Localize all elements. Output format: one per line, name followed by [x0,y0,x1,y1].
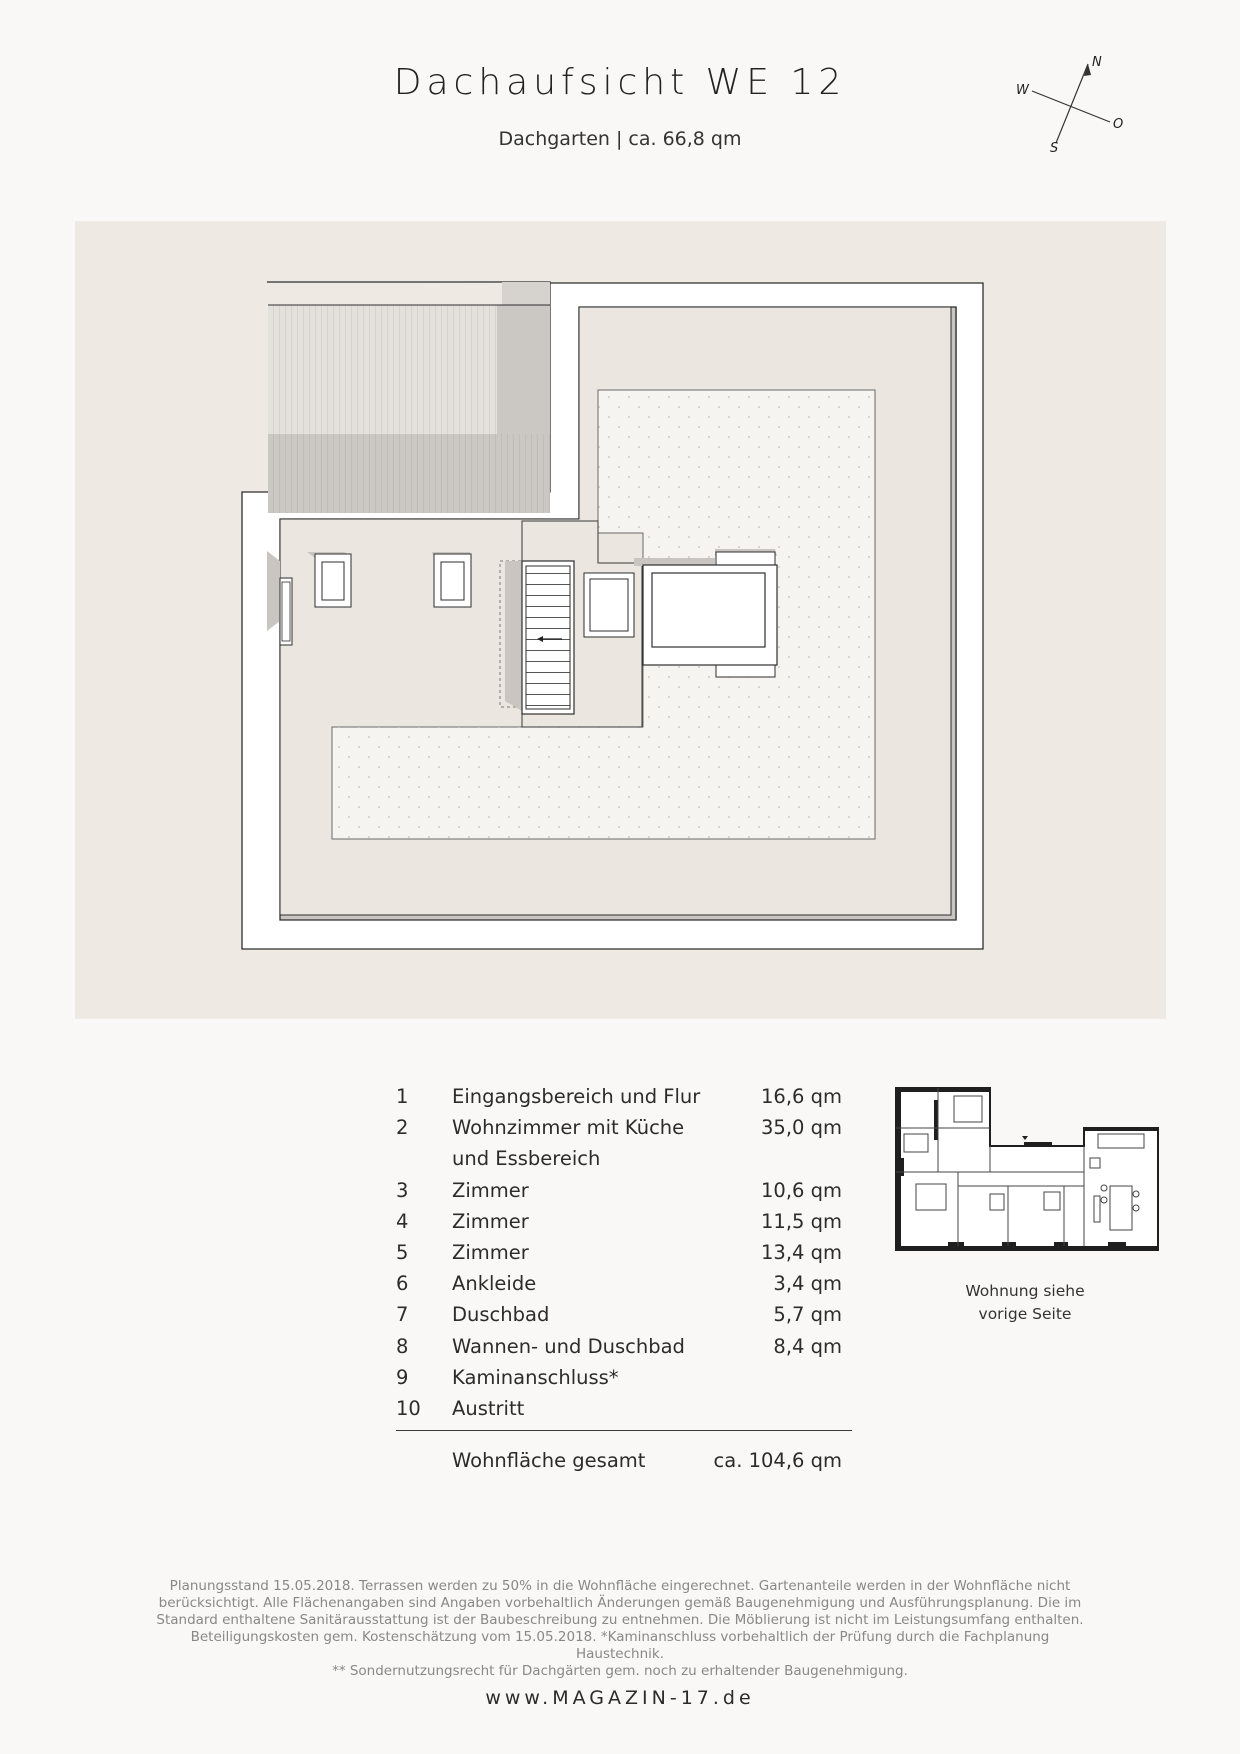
room-name: Austritt [452,1396,525,1420]
room-name: Zimmer [452,1178,529,1202]
room-name: Zimmer [452,1240,529,1264]
room-number: 3 [396,1178,409,1202]
room-name: Zimmer [452,1209,529,1233]
room-name: Ankleide [452,1272,537,1296]
skylight-center [584,573,634,637]
total-value: ca. 104,6 qm [713,1449,842,1472]
apartment-thumbnail [894,1086,1162,1252]
compass-icon [1012,48,1142,160]
footer-line: berücksichtigt. Alle Flächenangaben sind Angaben vorbehaltlich Änderungen gemäß Baugenehmigung und Ausführungsplanung. Die im [158,1595,1082,1611]
room-number: 5 [396,1240,409,1264]
room-number: 2 [396,1116,409,1140]
room-area: 10,6 qm [761,1178,842,1202]
roof-plan-panel [75,221,1166,1019]
terrace-light-area [268,305,497,434]
room-number: 8 [396,1334,409,1358]
total-row [396,1449,852,1480]
page-subtitle: Dachgarten | ca. 66,8 qm [498,128,742,150]
compass-label-w: W [1016,83,1029,98]
footer-line: ** Sondernutzungsrecht für Dachgärten gem. noch zu erhaltender Baugenehmigung. [332,1663,908,1679]
room-row [396,1210,852,1241]
footer-disclaimer [150,1578,1090,1680]
compass-label-s: S [1050,141,1059,156]
room-row [396,1147,852,1178]
room-name: Wohnzimmer mit Küche [452,1116,685,1140]
room-row [396,1241,852,1272]
footer-line: Standard enthaltene Sanitärausstattung ist der Baubeschreibung zu entnehmen. Die Möblierung ist nicht im Leistungsumfang enthalten. [156,1612,1084,1628]
compass-wo-line [1032,91,1110,122]
room-area: 13,4 qm [761,1240,842,1264]
footer-line: Beteiligungskosten gem. Kostenschätzung vom 15.05.2018. *Kaminanschluss vorbehaltlich der Prüfung durch die Fachplanung Haustechnik. [190,1629,1050,1662]
compass-ns-line [1056,64,1088,143]
terrace [268,282,550,513]
compass-label-o: O [1113,117,1124,132]
room-area: 5,7 qm [773,1303,842,1327]
room-name: Kaminanschluss* [452,1365,619,1389]
room-area: 11,5 qm [761,1209,842,1233]
page-title: Dachaufsicht WE 12 [393,62,847,103]
roof-plan-drawing [75,221,1166,1019]
room-name: und Essbereich [452,1147,601,1171]
skylight-left-2 [432,552,472,607]
room-number: 4 [396,1209,409,1233]
room-name: Wannen- und Duschbad [452,1334,685,1358]
footer-line: Planungsstand 15.05.2018. Terrassen werden zu 50% in die Wohnfläche eingerechnet. Gartenanteile werden in der Wohnfläche nicht [169,1578,1071,1594]
room-row [396,1272,852,1303]
room-area: 16,6 qm [761,1085,842,1108]
room-number: 1 [396,1085,409,1108]
thumbnail-caption-line: Wohnung siehe [965,1282,1085,1300]
compass-label-n: N [1092,55,1102,70]
room-name: Eingangsbereich und Flur [452,1085,701,1108]
room-row [396,1397,852,1428]
room-row [396,1335,852,1366]
room-row [396,1085,852,1116]
room-area: 8,4 qm [773,1334,842,1358]
room-name: Duschbad [452,1303,550,1327]
total-label: Wohnfläche gesamt [452,1449,646,1472]
room-number: 9 [396,1365,409,1389]
room-list [396,1085,852,1428]
room-number: 10 [396,1396,421,1420]
room-area: 3,4 qm [773,1272,842,1296]
room-row [396,1366,852,1397]
room-area: 35,0 qm [761,1116,842,1140]
website-link[interactable]: www.MAGAZIN-17.de [485,1687,755,1709]
room-row [396,1303,852,1334]
room-row [396,1116,852,1147]
room-number: 7 [396,1303,409,1327]
thumbnail-caption-line: vorige Seite [978,1305,1072,1323]
room-number: 6 [396,1272,409,1296]
room-row [396,1179,852,1210]
thumbnail-caption [900,1280,1150,1326]
total-divider [396,1430,852,1431]
roof-hatch [634,549,777,677]
